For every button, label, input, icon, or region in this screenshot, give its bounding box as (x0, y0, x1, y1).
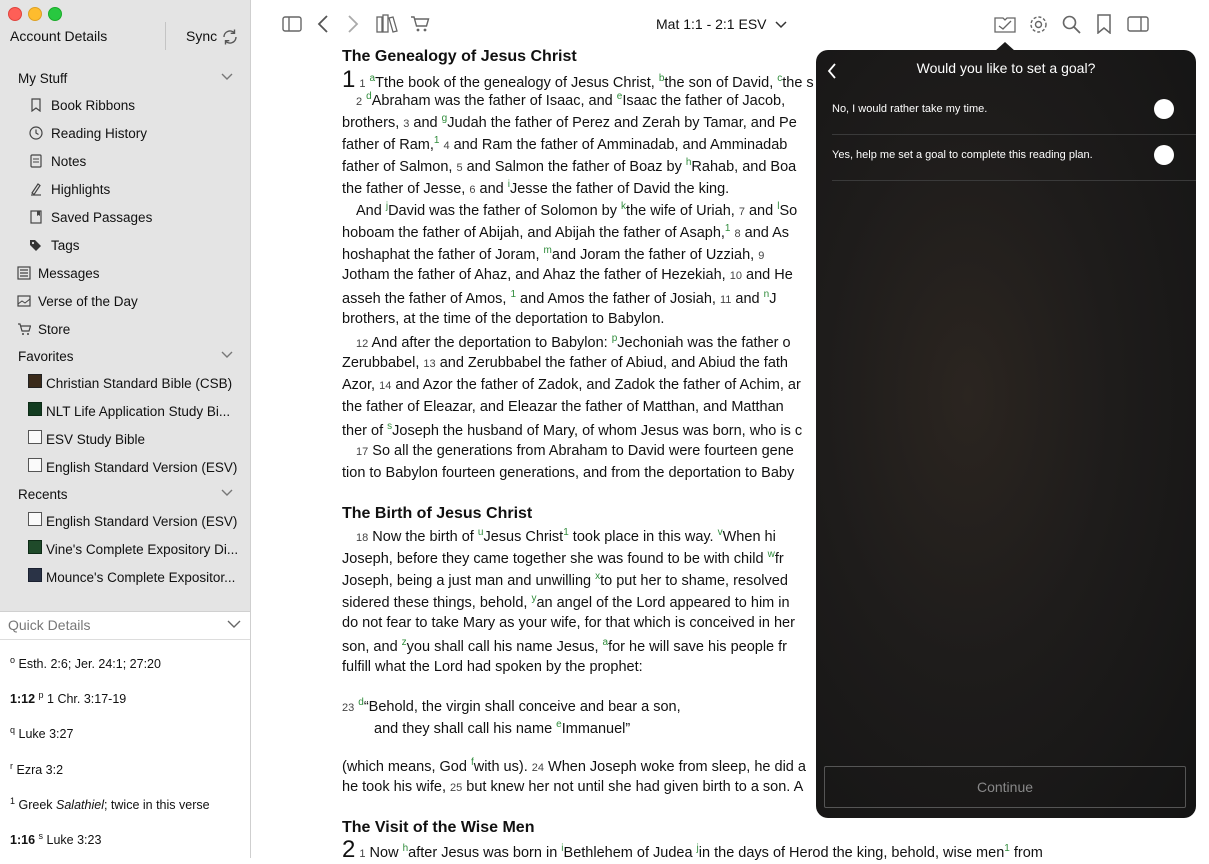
book-cover-icon (28, 540, 42, 554)
chevron-down-icon[interactable] (221, 73, 233, 81)
sidebar-item-saved-passages[interactable] (0, 205, 250, 231)
verse-text[interactable]: father of Salmon, (342, 158, 453, 175)
verse-text[interactable]: father of Ram, (342, 136, 434, 153)
verse-text[interactable]: And after the deportation to Babylon: (371, 334, 608, 351)
reading-plan-icon[interactable] (994, 14, 1016, 34)
notes-icon (29, 154, 43, 168)
sidebar-item-verse-of-the-day[interactable] (0, 289, 250, 315)
sidebar-item-label: Mounce's Complete Expositor... (46, 570, 236, 585)
sidebar-item-highlights[interactable] (0, 177, 250, 203)
sidebar-item-label: Book Ribbons (51, 98, 136, 113)
book-cover-icon (28, 374, 42, 388)
chapter-number: 1 (342, 66, 356, 93)
image-icon (17, 294, 31, 308)
verse-text[interactable]: do not fear to take Mary as your wife, for that which is conceived in her (342, 615, 795, 631)
tag-icon (29, 238, 43, 252)
sidebar-favorite-nlt[interactable] (0, 399, 250, 425)
chevron-down-icon[interactable] (221, 351, 233, 359)
sidebar (0, 0, 251, 858)
section-my-stuff[interactable] (0, 66, 250, 92)
verse-text[interactable]: brothers, (342, 114, 400, 131)
popover-title: Would you like to set a goal? (916, 60, 1096, 76)
sidebar-item-label: Vine's Complete Expository Di... (46, 542, 239, 557)
sync-icon[interactable] (220, 27, 240, 47)
verse-text[interactable]: Joseph, being a just man and unwilling (342, 572, 592, 589)
continue-button[interactable]: Continue (824, 766, 1186, 808)
verse-text[interactable]: fulfill what the Lord had spoken by the prophet: (342, 659, 643, 675)
sidebar-item-label: ESV Study Bible (46, 432, 146, 447)
quick-detail-item[interactable]: 1:12 $^p$ 1 Chr. 3:17-19 (10, 690, 127, 707)
option-label: No, I would rather take my time. (832, 103, 988, 115)
verse-text[interactable]: So all the generations from Abraham to David were fourteen gene (372, 443, 794, 459)
messages-icon (17, 266, 31, 280)
book-cover-icon (28, 568, 42, 582)
radio-button[interactable] (1154, 99, 1174, 119)
verse-text[interactable]: sidered these things, behold, (342, 594, 528, 611)
sync-button[interactable]: Sync (186, 28, 218, 44)
sidebar-item-label: Christian Standard Bible (CSB) (46, 376, 233, 391)
quick-detail-item[interactable]: $^q$ Luke 3:27 (10, 725, 74, 742)
sidebar-favorite-esv[interactable] (0, 455, 250, 481)
sidebar-item-notes[interactable] (0, 149, 250, 175)
sidebar-item-label: Saved Passages (51, 210, 153, 225)
book-cover-icon (28, 458, 42, 472)
account-details-link[interactable]: Account Details (10, 28, 108, 44)
gear-icon[interactable] (1028, 14, 1049, 35)
sidebar-item-label: English Standard Version (ESV) (46, 514, 238, 529)
sidebar-item-label: NLT Life Application Study Bi... (46, 404, 231, 419)
book-cover-icon (28, 430, 42, 444)
highlighter-icon (29, 182, 43, 196)
quick-detail-item[interactable]: $^r$ Ezra 3:2 (10, 761, 64, 778)
saved-passages-icon (29, 210, 43, 224)
verse-text[interactable]: he took his wife, (342, 779, 446, 795)
verse-text[interactable]: Now the birth of (372, 528, 474, 545)
verse-text[interactable]: Azor, (342, 377, 376, 393)
quick-detail-item[interactable]: $^o$ Esth. 2:6; Jer. 24:1; 27:20 (10, 655, 161, 672)
quick-details-panel (0, 611, 250, 859)
section-recents[interactable] (0, 482, 250, 508)
clock-icon (29, 126, 43, 140)
verse-text[interactable]: and they shall call his name (374, 720, 553, 737)
verse-text[interactable]: brothers, at the time of the deportation to Babylon. (342, 311, 665, 327)
sidebar-recent-esv[interactable] (0, 509, 250, 535)
chevron-down-icon[interactable] (221, 489, 233, 497)
goal-option-set-goal[interactable] (832, 134, 1196, 181)
sidebar-item-label: Reading History (51, 126, 148, 141)
cart-icon (17, 322, 31, 336)
section-heading: The Birth of Jesus Christ (342, 505, 533, 522)
reading-goal-popover (816, 50, 1196, 818)
sidebar-item-label: English Standard Version (ESV) (46, 460, 238, 475)
section-label: My Stuff (18, 71, 68, 86)
bookmark-icon[interactable] (1096, 14, 1112, 34)
chevron-down-icon[interactable] (227, 620, 241, 629)
section-label: Recents (18, 487, 68, 502)
verse-text[interactable]: Joseph, before they came together she was found to be with child (342, 550, 764, 567)
section-heading: The Visit of the Wise Men (342, 819, 535, 836)
sidebar-item-label: Verse of the Day (38, 294, 138, 309)
sidebar-item-label: Highlights (51, 182, 111, 197)
search-icon[interactable] (1062, 15, 1081, 34)
quick-detail-item[interactable]: $^1$ Greek Salathiel; twice in this verse (10, 796, 210, 813)
book-cover-icon (28, 402, 42, 416)
forward-arrow-icon[interactable] (347, 14, 359, 34)
verse-text[interactable]: the father of Jesse, (342, 180, 466, 197)
sidebar-recent-vines[interactable] (0, 537, 250, 563)
bookmark-icon (29, 98, 43, 112)
section-favorites[interactable] (0, 344, 250, 370)
sidebar-item-book-ribbons[interactable] (0, 93, 250, 119)
section-label: Favorites (18, 349, 74, 364)
verse-text[interactable]: “Behold, the virgin shall conceive and bear a son, (363, 698, 681, 715)
sidebar-item-tags[interactable] (0, 233, 250, 259)
chevron-down-icon (775, 21, 787, 29)
sidebar-recent-mounces[interactable] (0, 565, 250, 591)
radio-button[interactable] (1154, 145, 1174, 165)
verse-text[interactable]: hoshaphat the father of Joram, (342, 246, 540, 263)
verse-text[interactable]: hoboam the father of Abijah, and Abijah the father of Asaph, (342, 224, 725, 241)
window-maximize-button[interactable] (48, 7, 62, 21)
verse-text[interactable]: Zerubbabel, (342, 355, 420, 371)
verse-text[interactable]: tion to Babylon fourteen generations, and from the deportation to Baby (342, 465, 795, 481)
reference-selector[interactable]: Mat 1:1 - 2:1 ESV (656, 16, 787, 32)
window-minimize-button[interactable] (28, 7, 42, 21)
section-heading: The Genealogy of Jesus Christ (342, 48, 577, 65)
cart-icon[interactable] (410, 15, 430, 33)
verse-text[interactable]: the book of the genealogy of Jesus Christ, (383, 75, 655, 91)
verse-text[interactable]: the father of Eleazar, and Eleazar the father of Matthan, and Matthan (342, 399, 784, 415)
chapter-number: 2 (342, 836, 356, 863)
sidebar-favorite-csb[interactable] (0, 371, 250, 397)
quick-detail-item[interactable]: 1:16 $^s$ Luke 3:23 (10, 831, 102, 848)
sidebar-favorite-esv-study[interactable] (0, 427, 250, 453)
window-close-button[interactable] (8, 7, 22, 21)
verse-text[interactable]: Now (369, 845, 399, 861)
verse-text[interactable]: Abraham was the father of Isaac, and (371, 92, 613, 109)
divider (165, 22, 166, 50)
option-label: Yes, help me set a goal to complete this reading plan. (832, 149, 1093, 161)
verse-text[interactable]: son, and (342, 638, 398, 655)
verse-text[interactable]: Jotham the father of Ahaz, and Ahaz the father of Hezekiah, (342, 267, 726, 283)
verse-text[interactable]: (which means, God (342, 758, 467, 775)
back-arrow-icon[interactable] (826, 62, 838, 80)
verse-text[interactable]: ther of (342, 422, 384, 439)
verse-text[interactable]: David was the father of Solomon by (388, 202, 617, 219)
sidebar-item-reading-history[interactable] (0, 121, 250, 147)
book-cover-icon (28, 512, 42, 526)
sidebar-item-label: Notes (51, 154, 87, 169)
back-arrow-icon[interactable] (317, 14, 329, 34)
library-icon[interactable] (376, 14, 398, 34)
goal-option-take-time[interactable] (832, 88, 1196, 135)
sidebar-item-store[interactable] (0, 317, 250, 343)
sidebar-item-label: Store (38, 322, 71, 337)
sidebar-item-label: Tags (51, 238, 80, 253)
verse-text[interactable]: asseh the father of Amos, (342, 290, 507, 307)
sidebar-item-messages[interactable] (0, 261, 250, 287)
sidebar-toggle-icon[interactable] (282, 15, 302, 33)
quick-details-title: Quick Details (8, 617, 91, 633)
right-panel-toggle-icon[interactable] (1127, 15, 1149, 33)
sidebar-item-label: Messages (38, 266, 100, 281)
